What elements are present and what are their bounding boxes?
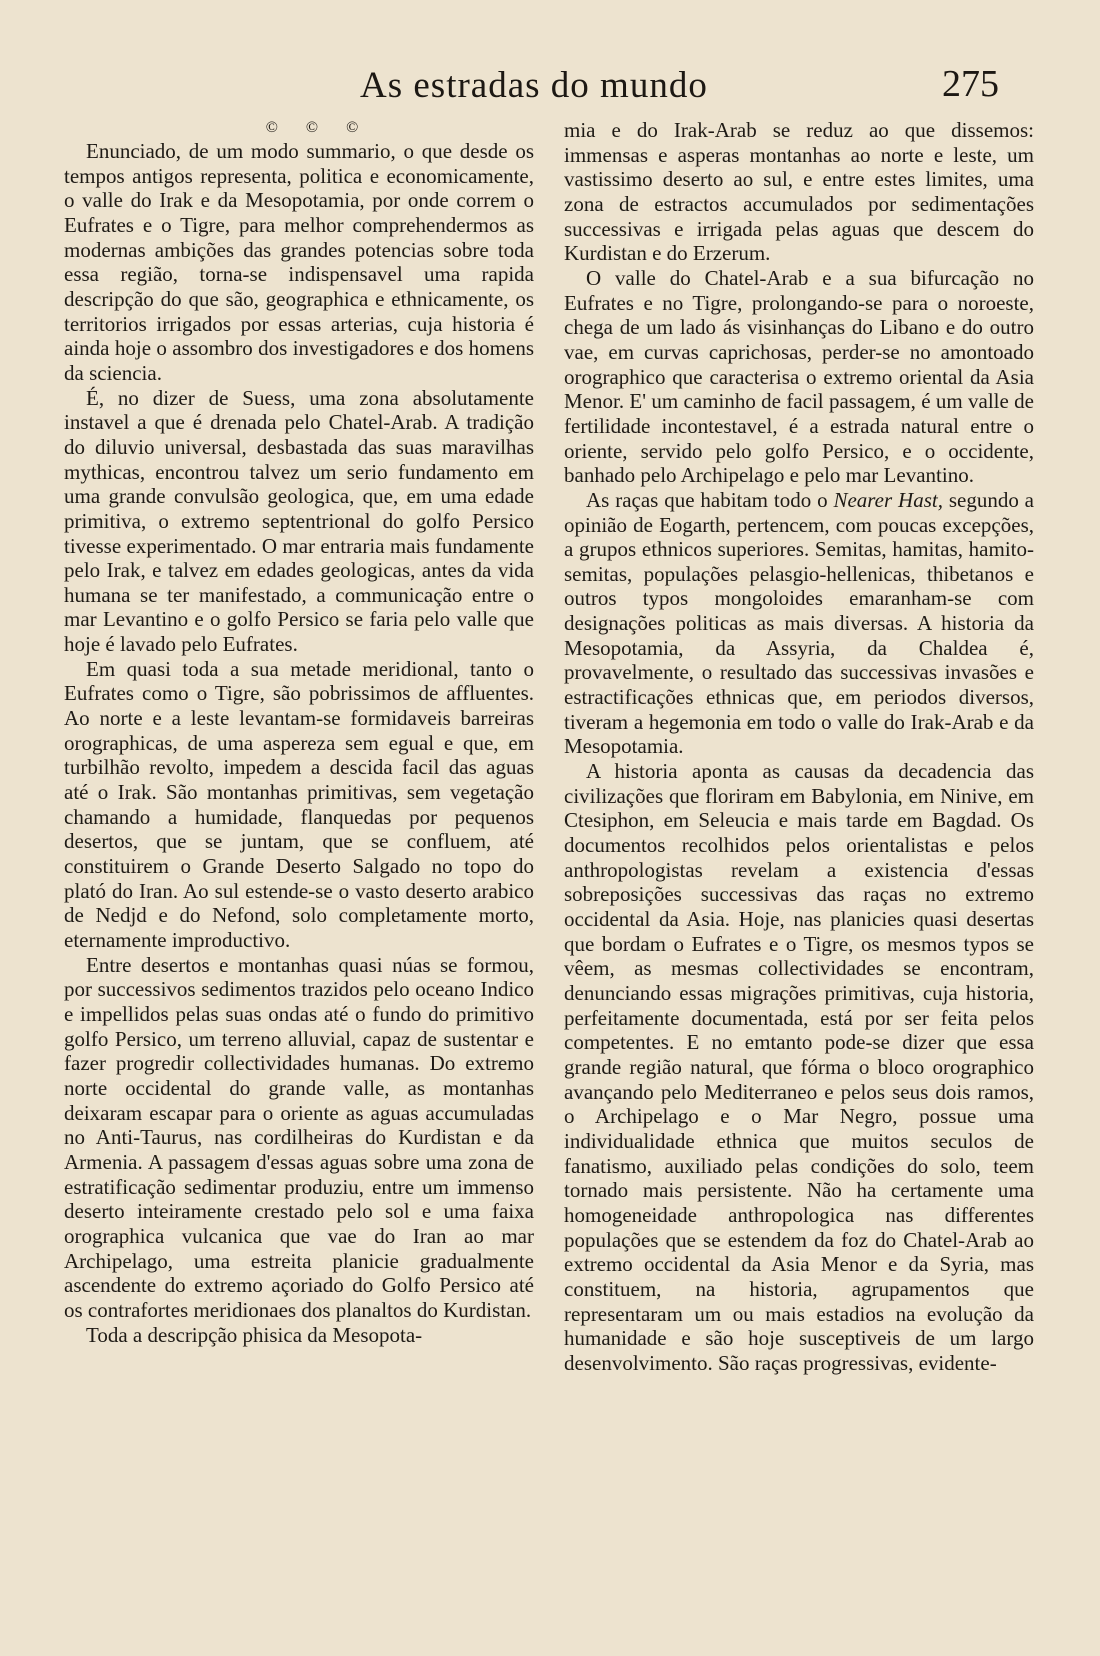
paragraph: Enunciado, de um modo summario, o que desde os tempos antigos representa, politica e economicamente, o valle do Irak e da Mesopotamia, por onde correm o Eufrates e o Tigre, para melhor comprehendermos as modernas ambições das grandes potencias sobre toda essa região, torna-se indispensavel uma rapida descripção do que são, geographica e ethnicamente, os territorios irrigados por essas arterias, cuja historia é ainda hoje o assombro dos investigadores e dos homens da sciencia.: [64, 139, 534, 385]
paragraph: O valle do Chatel-Arab e a sua bifurcação no Eufrates e no Tigre, prolongando-se para o noroeste, chega de um lado ás visinhanças do Libano e do outro vae, em curvas caprichosas, perder-se no amontoado orographico que caracterisa o extremo oriental da Asia Menor. E' um caminho de facil passagem, é um valle de fertilidade incontestavel, é a estrada natural entre o oriente, servido pelo golfo Persico, e o occidente, banhado pelo Archipelago e pelo mar Levantino.: [564, 265, 1034, 488]
paragraph-text: As raças que habitam todo o: [586, 487, 828, 512]
paragraph: É, no dizer de Suess, uma zona absolutamente instavel a que é drenada pelo Chatel-Arab. A tradição do diluvio universal, desbastada das suas maravilhas mythicas, encontrou talvez um serio fundamento em uma grande convulsão geologica, que, em uma edade primitiva, o extremo septentrional do golfo Persico tivesse experimentado. O mar entraria mais fundamente pelo Irak, e talvez em edades geologicas, antes da vida humana se ter manifestado, a communicação entre o mar Levantino e o golfo Persico se faria pelo valle que hoje é lavado pelo Eufrates.: [64, 385, 534, 657]
left-column: [64, 118, 534, 1347]
paragraph-text: segundo a opinião de Eogarth, pertencem, com poucas excepções, a grupos ethnicos superiores. Semitas, hamitas, hamito-semitas, populações pelasgio-hellenicas, thibetanos e outros typos mongoloides emaranham-se com designações politicas as mais diversas. A historia da Mesopotamia, da Assyria, da Chaldea é, provavelmente, o resultado das successivas invasões e estractificações ethnicas que, em periodos diversos, tiveram a hegemonia em todo o valle do Irak-Arab e da Mesopotamia.: [564, 487, 1035, 759]
italic-term: Nearer Hast,: [833, 487, 943, 512]
paragraph: [564, 488, 1034, 759]
right-column: [564, 118, 1034, 1375]
paragraph: A historia aponta as causas da decadencia das civilizações que floriram em Babylonia, em Ninive, em Ctesiphon, em Seleucia e mais tarde em Bagdad. Os documentos recolhidos pelos orientalistas e pelos anthropologistas revelam a existencia d'essas sobreposições successivas das raças no extremo occidental da Asia. Hoje, nas planicies quasi desertas que bordam o Eufrates e o Tigre, os mesmos typos se vêem, as mesmas collectividades se encontram, denunciando essas migrações primitivas, cuja historia, perfeitamente documentada, está por ser feita pelos competentes. E no emtanto pode-se dizer que essa grande região natural, que fórma o bloco orographico avançando pelo Mediterraneo e pelos seus dois ramos, o Archipelago e o Mar Negro, possue uma individualidade ethnica que muitos seculos de fanatismo, auxiliado pelas condições do solo, teem tornado mais persistente. Não ha certamente uma homogeneidade anthropologica nas differentes populações que se estendem da foz do Chatel-Arab ao extremo occidental da Asia Menor e da Syria, mas constituem, na historia, agrupamentos que representaram um ou mais estadios na evolução da humanidade e são hoje susceptiveis de um largo desenvolvimento. São raças progressivas, evidente-: [564, 759, 1034, 1375]
paragraph: Em quasi toda a sua metade meridional, tanto o Eufrates como o Tigre, são pobrissimos de affluentes. Ao norte e a leste levantam-se formidaveis barreiras orographicas, de uma aspereza sem egual e que, em turbilhão revolto, impedem a descida facil das aguas até o Irak. São montanhas primitivas, sem vegetação chamando a humidade, flanquedas por pequenos desertos, que se juntam, que se confluem, até constituirem o Grande Deserto Salgado no topo do plató do Iran. Ao sul estende-se o vasto deserto arabico de Nedjd e do Nefond, solo completamente morto, eternamente improductivo.: [64, 656, 534, 952]
paragraph: Toda a descripção phisica da Mesopota-: [86, 1322, 423, 1347]
paragraph: Entre desertos e montanhas quasi núas se formou, por successivos sedimentos trazidos pelo oceano Indico e impellidos pelas suas ondas até o fundo do primitivo golfo Persico, um terreno alluvial, capaz de sustentar e fazer progredir collectividades humanas. Do extremo norte occidental do grande valle, as montanhas deixaram escapar para o oriente as aguas accumuladas no Anti-Taurus, nas cordilheiras do Kurdistan e da Armenia. A passagem d'essas aguas sobre uma zona de estratificação sedimentar produziu, entre um immenso deserto inteiramente crestado pelo sol e uma faixa orographica vulcanica que vae do Iran ao mar Archipelago, uma estreita planicie gradualmente ascendente do extremo açoriado do Golfo Persico até os contrafortes meridionaes dos planaltos do Kurdistan.: [64, 952, 534, 1322]
running-title: As estradas do mundo: [360, 65, 708, 106]
page-number: 275: [942, 63, 999, 105]
section-ornament: © © ©: [265, 119, 371, 136]
paragraph: mia e do Irak-Arab se reduz ao que dissemos: immensas e asperas montanhas ao norte e leste, um vastissimo deserto ao sul, e entre estes limites, uma zona de estractos accumulados por sedimentações successivas e irrigada pelas aguas que descem do Kurdistan e do Erzerum.: [564, 118, 1034, 266]
